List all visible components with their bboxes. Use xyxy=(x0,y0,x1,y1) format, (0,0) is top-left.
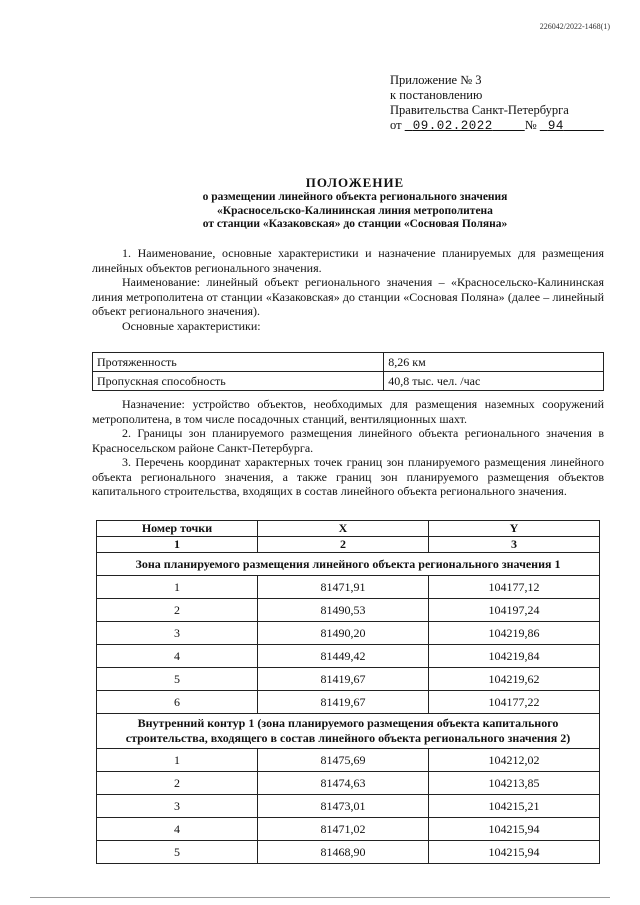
coord-y: 104219,62 xyxy=(428,668,599,691)
decree-date: 09.02.2022 xyxy=(412,119,493,133)
table-row xyxy=(97,645,600,668)
paragraph-6: 3. Перечень координат характерных точек границ зон планируемого размещения линейного объекта регионального значения, а также границ зон планируемого размещения объектов капитального строительства, входящих в состав линейного объекта регионального значения. xyxy=(92,455,604,498)
section-2-text xyxy=(92,397,604,499)
table-row xyxy=(97,622,600,645)
appendix-date-line xyxy=(390,118,604,134)
table-row xyxy=(97,818,600,841)
table-row xyxy=(97,691,600,714)
coord-x: 81471,02 xyxy=(257,818,428,841)
document-heading xyxy=(100,174,610,232)
point-number: 4 xyxy=(97,645,258,668)
column-number: 2 xyxy=(257,537,428,553)
coord-x: 81419,67 xyxy=(257,668,428,691)
table-row xyxy=(97,749,600,772)
coord-y: 104213,85 xyxy=(428,772,599,795)
coord-x: 81473,01 xyxy=(257,795,428,818)
paragraph-4: Назначение: устройство объектов, необходимых для размещения наземных сооружений метрополитена, в том числе посадочных станций, вентиляционных шахт. xyxy=(92,397,604,426)
date-prefix: от xyxy=(390,118,402,132)
heading-title: ПОЛОЖЕНИЕ xyxy=(305,175,405,190)
zone-2-title xyxy=(97,714,600,749)
appendix-line-3: Правительства Санкт-Петербурга xyxy=(390,103,569,117)
number-prefix: № xyxy=(524,118,537,132)
point-number: 5 xyxy=(97,668,258,691)
table-row xyxy=(97,599,600,622)
document-id: 226042/2022-1468(1) xyxy=(539,22,610,31)
appendix-block xyxy=(390,73,604,134)
zone-2-rows xyxy=(97,749,600,864)
decree-number: 94 xyxy=(547,119,564,133)
zone-2-title-line-2: строительства, входящего в состав линейного объекта регионального значения 2) xyxy=(125,731,571,745)
table-row xyxy=(97,576,600,599)
paragraph-3: Основные характеристики: xyxy=(122,318,261,333)
coord-y: 104219,86 xyxy=(428,622,599,645)
table-row xyxy=(97,841,600,864)
coordinates-table xyxy=(96,520,600,864)
heading-sub-1: о размещении линейного объекта регионального значения xyxy=(202,191,508,203)
point-number: 6 xyxy=(97,691,258,714)
char-value: 40,8 тыс. чел. /час xyxy=(384,372,604,391)
column-number-row xyxy=(97,537,600,553)
zone-1-rows xyxy=(97,576,600,714)
point-number: 3 xyxy=(97,795,258,818)
paragraph-1: 1. Наименование, основные характеристики и назначение планируемых для размещения линейных объектов регионального значения. xyxy=(92,246,604,275)
header-x: X xyxy=(257,521,428,537)
zone-1-title-row xyxy=(97,553,600,576)
characteristics-table xyxy=(92,352,604,391)
header-point-number: Номер точки xyxy=(97,521,258,537)
section-1-text xyxy=(92,246,604,333)
point-number: 1 xyxy=(97,749,258,772)
char-name: Протяженность xyxy=(93,353,384,372)
char-name: Пропускная способность xyxy=(93,372,384,391)
coord-y: 104215,21 xyxy=(428,795,599,818)
coord-x: 81419,67 xyxy=(257,691,428,714)
table-header-row xyxy=(97,521,600,537)
zone-1-title: Зона планируемого размещения линейного объекта регионального значения 1 xyxy=(97,553,600,576)
point-number: 4 xyxy=(97,818,258,841)
point-number: 2 xyxy=(97,599,258,622)
coord-x: 81475,69 xyxy=(257,749,428,772)
paragraph-5: 2. Границы зон планируемого размещения линейного объекта регионального значения в Красносельском районе Санкт-Петербурга. xyxy=(92,426,604,455)
zone-2-title-line-1: Внутренний контур 1 (зона планируемого размещения объекта капитального xyxy=(137,716,559,730)
paragraph-2: Наименование: линейный объект регионального значения – «Красносельско-Калининская линия метрополитена от станции «Казаковская» до станции «Сосновая Поляна» (далее – линейный объект регионального значения). xyxy=(92,275,604,318)
table-row xyxy=(97,772,600,795)
coord-y: 104197,24 xyxy=(428,599,599,622)
heading-sub-2: «Красносельско-Калининская линия метрополитена xyxy=(217,204,493,217)
coord-x: 81449,42 xyxy=(257,645,428,668)
column-number: 3 xyxy=(428,537,599,553)
coord-x: 81471,91 xyxy=(257,576,428,599)
point-number: 2 xyxy=(97,772,258,795)
table-row xyxy=(93,353,604,372)
appendix-line-1: Приложение № 3 xyxy=(390,73,482,87)
table-row xyxy=(97,795,600,818)
char-value: 8,26 км xyxy=(384,353,604,372)
coord-x: 81490,53 xyxy=(257,599,428,622)
coord-x: 81474,63 xyxy=(257,772,428,795)
zone-2-title-row xyxy=(97,714,600,749)
coord-y: 104219,84 xyxy=(428,645,599,668)
point-number: 5 xyxy=(97,841,258,864)
coord-y: 104215,94 xyxy=(428,841,599,864)
point-number: 1 xyxy=(97,576,258,599)
table-row xyxy=(93,372,604,391)
coord-y: 104177,22 xyxy=(428,691,599,714)
coord-x: 81468,90 xyxy=(257,841,428,864)
header-y: Y xyxy=(428,521,599,537)
coord-y: 104215,94 xyxy=(428,818,599,841)
column-number: 1 xyxy=(97,537,258,553)
page-bottom-edge xyxy=(30,897,610,898)
table-row xyxy=(97,668,600,691)
coord-x: 81490,20 xyxy=(257,622,428,645)
coord-y: 104212,02 xyxy=(428,749,599,772)
coord-y: 104177,12 xyxy=(428,576,599,599)
heading-sub-3: от станции «Казаковская» до станции «Сосновая Поляна» xyxy=(202,218,508,230)
point-number: 3 xyxy=(97,622,258,645)
appendix-line-2: к постановлению xyxy=(390,88,483,102)
